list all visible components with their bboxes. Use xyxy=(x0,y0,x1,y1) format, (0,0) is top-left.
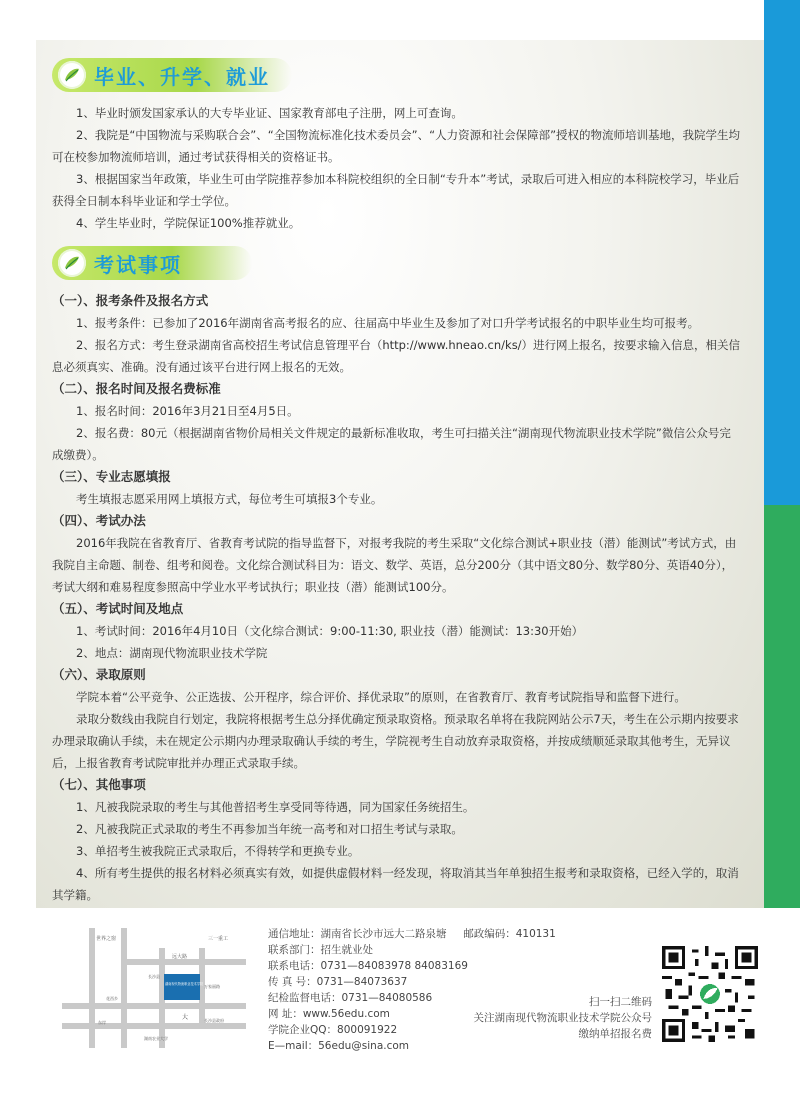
section-heading-exam xyxy=(52,246,252,280)
qr-note-line: 缴纳单招报名费 xyxy=(578,1028,652,1040)
map-label: 长沙县 xyxy=(148,974,160,979)
address: 通信地址：湖南省长沙市远大二路泉塘 xyxy=(268,928,447,940)
qr-code-icon[interactable] xyxy=(662,946,758,1042)
postcode: 邮政编码：410131 xyxy=(463,928,556,940)
main-content xyxy=(52,58,742,906)
paragraph: 2016年我院在省教育厅、省教育考试院的指导监督下，对报考我院的考生采取“文化综合测试+职业技（潜）能测试”考试方式，由我院自主命题、制卷、组考和阅卷。文化综合测试科目为：语文、数学、英语，总分200分（其中语文80分、数学80分、英语40分），考试大纲和难易程度参照高中学业水平考试执行；职业技（潜）能测试100分。 xyxy=(52,536,737,594)
qr-note-line: 关注湖南现代物流职业技术学院公众号 xyxy=(473,1012,652,1024)
website-link[interactable]: 网 址：www.56edu.com xyxy=(268,1008,390,1020)
qq: 学院企业QQ：800091922 xyxy=(268,1024,398,1036)
paragraph: 2、凡被我院正式录取的考生不再参加当年统一高考和对口招生考试与录取。 xyxy=(76,822,463,836)
subsection-heading: （三）、专业志愿填报 xyxy=(52,469,171,484)
subsection-heading: （五）、考试时间及地点 xyxy=(52,601,184,616)
side-stripe-blue xyxy=(764,0,800,505)
fax: 传 真 号：0731—84073637 xyxy=(268,976,408,988)
location-map xyxy=(62,928,246,1048)
paragraph: 录取分数线由我院自行划定，我院将根据考生总分择优确定预录取资格。预录取名单将在我院网站公示7天，考生在公示期内按要求办理录取确认手续，未在规定公示期内办理录取确认手续的考生，学院视考生自动放弃录取资格，并按成绩顺延录取其他考生，无异议后，上报省教育考试院审批并办理正式录取手续。 xyxy=(52,712,739,770)
paragraph: 4、学生毕业时，学院保证100%推荐就业。 xyxy=(76,216,301,230)
map-label: 远大路 xyxy=(172,954,188,960)
paragraph: 4、所有考生提供的报名材料必须真实有效，如提供虚假材料一经发现，将取消其当年单独招生报考和录取资格，已经入学的，取消其学籍。 xyxy=(52,866,739,902)
paragraph: 学院本着“公平竞争、公正选拔、公开程序，综合评价、择优录取”的原则，在省教育厅、教育考试院指导和监督下进行。 xyxy=(76,690,686,704)
subsection-heading: （四）、考试办法 xyxy=(52,513,146,528)
paragraph: 3、根据国家当年政策，毕业生可由学院推荐参加本科院校组织的全日制“专升本”考试，录取后可进入相应的本科院校学习，毕业后获得全日制本科毕业证和学士学位。 xyxy=(52,172,740,208)
email-link[interactable]: E—mail：56edu@sina.com xyxy=(268,1040,410,1052)
paragraph: 3、单招考生被我院正式录取后，不得转学和更换专业。 xyxy=(76,844,360,858)
section-title: 考试事项 xyxy=(94,252,182,277)
supervision-phone: 纪检监督电话：0731—84080586 xyxy=(268,992,433,1004)
subsection-heading: （二）、报名时间及报名费标准 xyxy=(52,381,221,396)
paragraph: 2、我院是“中国物流与采购联合会”、“全国物流标准化技术委员会”、“人力资源和社会保障部”授权的物流师培训基地，我院学生均可在校参加物流师培训，通过考试获得相关的资格证书。 xyxy=(52,128,741,164)
map-label: 长沙县政府 xyxy=(204,1018,224,1023)
qr-note-line: 扫一扫二维码 xyxy=(589,996,652,1008)
side-stripe-green xyxy=(764,505,800,908)
section-heading-graduation xyxy=(52,58,292,92)
paragraph: 考生填报志愿采用网上填报方式，每位考生可填报3个专业。 xyxy=(76,492,383,506)
section-title: 毕业、升学、就业 xyxy=(94,64,270,89)
paragraph: 2、报名费：80元（根据湖南省物价局相关文件规定的最新标准收取，考生可扫描关注“湖南现代物流职业技术学院”微信公众号完成缴费）。 xyxy=(52,426,731,462)
map-label: 湖南现代物流职业技术学院 xyxy=(165,982,204,986)
subsection-heading: （一）、报考条件及报名方式 xyxy=(52,293,209,308)
leaf-logo-icon xyxy=(58,61,86,89)
map-label: 湖南农业大学 xyxy=(144,1036,168,1041)
paragraph: 1、考试时间：2016年4月10日（文化综合测试：9:00-11:30, 职业技（潜）能测试：13:30开始） xyxy=(76,624,584,638)
department: 联系部门：招生就业处 xyxy=(268,944,373,956)
subsection-heading: （六）、录取原则 xyxy=(52,667,146,682)
leaf-logo-icon xyxy=(58,249,86,277)
paragraph: 1、报名时间：2016年3月21日至4月5日。 xyxy=(76,404,299,418)
paragraph: 2、报名方式：考生登录湖南省高校招生考试信息管理平台（http://www.hneao.cn/ks/）进行网上报名，按要求输入信息，相关信息必须真实、准确。没有通过该平台进行网上报名的无效。 xyxy=(52,338,741,374)
footer xyxy=(0,908,800,1093)
map-label: 万家丽路 xyxy=(204,984,220,989)
paragraph: 1、毕业时颁发国家承认的大专毕业证、国家教育部电子注册，网上可查询。 xyxy=(76,106,463,120)
map-label: 东岸 xyxy=(98,1020,106,1025)
map-label: 大 xyxy=(182,1014,189,1021)
qr-note xyxy=(462,994,652,1042)
paragraph: 1、报考条件：已参加了2016年湖南省高考报名的应、往届高中毕业生及参加了对口升学考试报名的中职毕业生均可报考。 xyxy=(76,316,700,330)
paragraph: 2、地点：湖南现代物流职业技术学院 xyxy=(76,646,268,660)
map-label: 三一重工 xyxy=(208,936,229,942)
phone: 联系电话：0731—84083978 84083169 xyxy=(268,960,468,972)
map-label: 世界之窗 xyxy=(96,936,117,942)
paragraph: 1、凡被我院录取的考生与其他普招考生享受同等待遇，同为国家任务统招生。 xyxy=(76,800,475,814)
map-label: 花西乡 xyxy=(106,996,118,1001)
subsection-heading: （七）、其他事项 xyxy=(52,777,146,792)
